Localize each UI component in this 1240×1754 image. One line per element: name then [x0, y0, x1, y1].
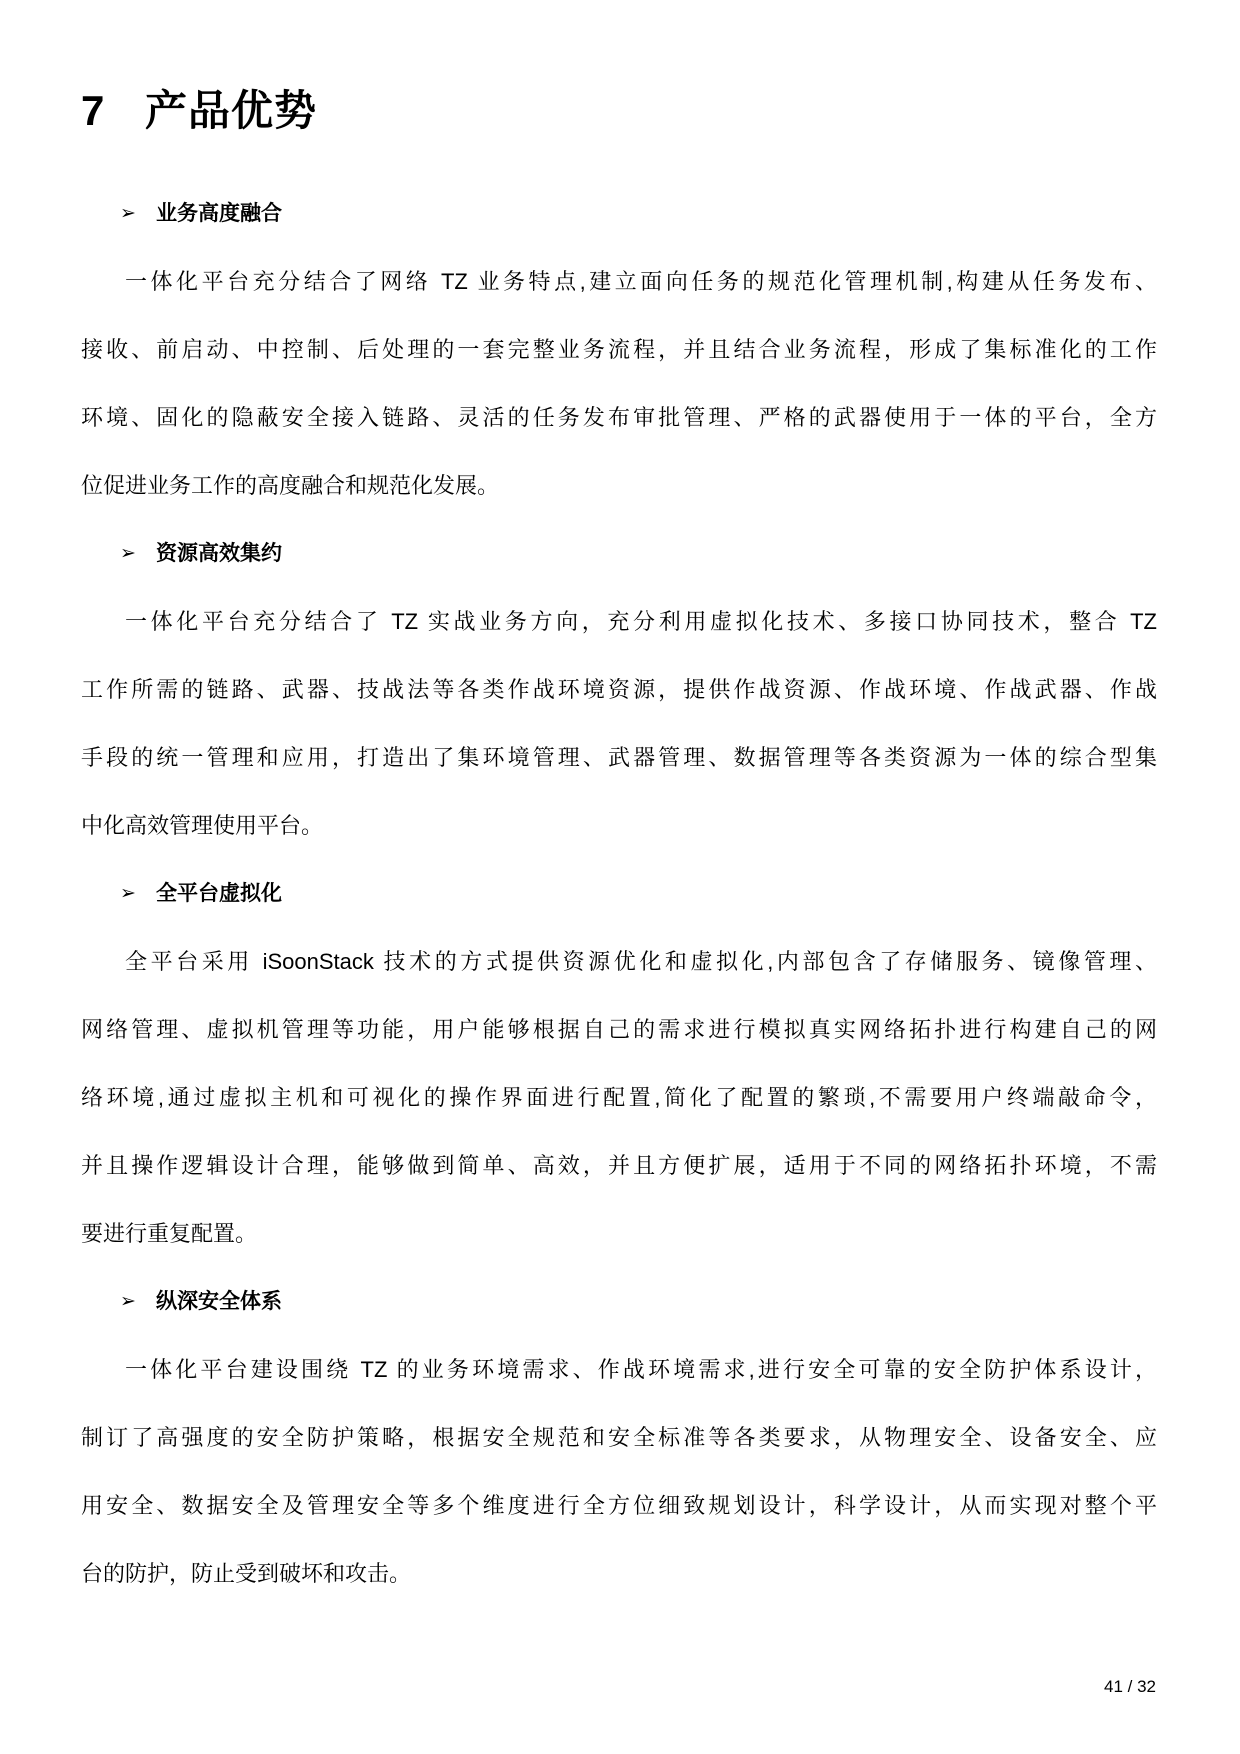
paragraph-line: 并且操作逻辑设计合理，能够做到简单、高效，并且方便扩展，适用于不同的网络拓扑环境，不需: [81, 1153, 1157, 1178]
paragraph-line: 位促进业务工作的高度融合和规范化发展。: [81, 473, 500, 498]
bullet-heading: [81, 860, 1157, 928]
arrow-bullet-icon: ➢: [120, 1291, 136, 1312]
section-business-integration: [81, 180, 1157, 520]
paragraph: [81, 928, 1157, 1268]
paragraph-line: 一体化平台建设围绕 TZ 的业务环境需求、作战环境需求,进行安全可靠的安全防护体系设计，: [125, 1357, 1157, 1382]
arrow-bullet-icon: ➢: [120, 543, 136, 564]
paragraph-line: 制订了高强度的安全防护策略，根据安全规范和安全标准等各类要求，从物理安全、设备安全、应: [81, 1425, 1157, 1450]
heading-number: 7: [81, 87, 106, 134]
bullet-heading: [81, 180, 1157, 248]
paragraph-line: 用安全、数据安全及管理安全等多个维度进行全方位细致规划设计，科学设计，从而实现对整个平: [81, 1493, 1157, 1518]
bullet-label: 资源高效集约: [156, 542, 282, 565]
paragraph-line: 手段的统一管理和应用，打造出了集环境管理、武器管理、数据管理等各类资源为一体的综合型集: [81, 745, 1157, 770]
section-resource-efficiency: [81, 520, 1157, 860]
paragraph-line: 工作所需的链路、武器、技战法等各类作战环境资源，提供作战资源、作战环境、作战武器、作战: [81, 677, 1157, 702]
bullet-heading: [81, 1268, 1157, 1336]
paragraph: [81, 1336, 1157, 1608]
page-number: 41 / 32: [1104, 1677, 1156, 1696]
paragraph-line: 中化高效管理使用平台。: [81, 813, 324, 838]
bullet-label: 纵深安全体系: [156, 1290, 282, 1313]
paragraph-line: 台的防护，防止受到破坏和攻击。: [81, 1561, 412, 1586]
paragraph-line: 环境、固化的隐蔽安全接入链路、灵活的任务发布审批管理、严格的武器使用于一体的平台，全方: [81, 405, 1157, 430]
bullet-heading: [81, 520, 1157, 588]
heading-text: 产品优势: [145, 87, 318, 134]
page-title: [81, 82, 1157, 140]
section-defense-in-depth: [81, 1268, 1157, 1608]
paragraph-line: 一体化平台充分结合了 TZ 实战业务方向，充分利用虚拟化技术、多接口协同技术，整合 TZ: [125, 609, 1157, 634]
paragraph-line: 络环境,通过虚拟主机和可视化的操作界面进行配置,简化了配置的繁琐,不需要用户终端敲命令，: [81, 1085, 1157, 1110]
arrow-bullet-icon: ➢: [120, 203, 136, 224]
paragraph-line: 接收、前启动、中控制、后处理的一套完整业务流程，并且结合业务流程，形成了集标准化的工作: [81, 337, 1157, 362]
paragraph-line: 要进行重复配置。: [81, 1221, 258, 1246]
section-platform-virtualization: [81, 860, 1157, 1268]
paragraph-line: 一体化平台充分结合了网络 TZ 业务特点,建立面向任务的规范化管理机制,构建从任务发布、: [125, 269, 1157, 294]
paragraph: [81, 588, 1157, 860]
paragraph: [81, 248, 1157, 520]
bullet-label: 业务高度融合: [156, 202, 282, 225]
bullet-label: 全平台虚拟化: [156, 882, 282, 905]
paragraph-line: 全平台采用 iSoonStack 技术的方式提供资源优化和虚拟化,内部包含了存储服务、镜像管理、: [125, 949, 1157, 974]
paragraph-line: 网络管理、虚拟机管理等功能，用户能够根据自己的需求进行模拟真实网络拓扑进行构建自己的网: [81, 1017, 1157, 1042]
arrow-bullet-icon: ➢: [120, 883, 136, 904]
